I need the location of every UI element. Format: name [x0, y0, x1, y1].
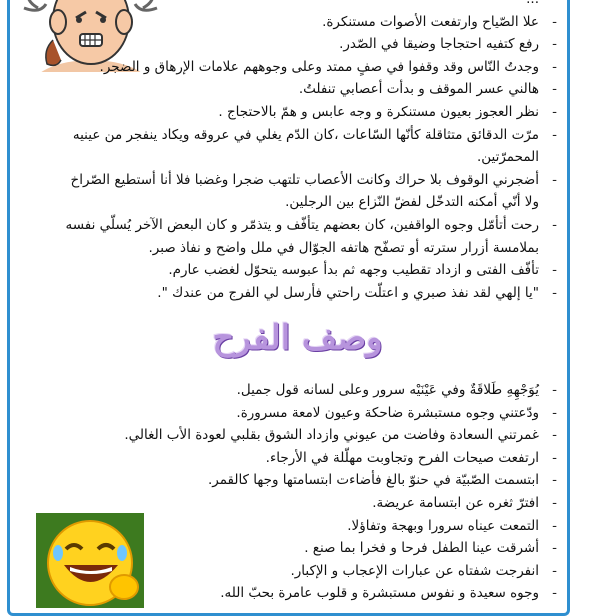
- list-item: - علا الصّياح وارتفعت الأصوات مستنكرة.: [57, 11, 557, 34]
- list-item: - وجدتُ النّاس وقد وقفوا في صفٍ ممتد وعلى وجوههم علامات الإرهاق و الضجر.: [57, 56, 557, 79]
- list-item: - رفع كتفيه احتجاجا وضيقا في الصّدر.: [57, 33, 557, 56]
- list-item: - يُوَجْهِهِ طَلاقَةٌ وفي عَيْنَيْه سرور وعلى لسانه قول جميل.: [117, 379, 557, 402]
- list-item: - أضجرني الوقوف بلا حراك وكانت الأعصاب تلتهب ضجرا وغضبا فلا أنا أستطيع الصّراخ ولا أنّي أمكنه التدخّل لفضّ النّزاع بين الرجلين.: [57, 169, 557, 214]
- list-item: - ابتسمت الصّبيّة في حنوّ بالغ فأضاءت ابتسامتها وجها كالقمر.: [117, 469, 557, 492]
- anger-description-list: [57, 0, 557, 304]
- list-item: - "يا إلهي لقد نفذ صبري و اعتلّت راحتي فأرسل لي الفرج من عندك ".: [57, 282, 557, 305]
- list-item: - تأفّف الفتى و ازداد تقطيب وجهه ثم بدأ عبوسه يتحوّل لغضب عارم.: [57, 259, 557, 282]
- list-item: - نظر العجوز بعيون مستنكرة و وجه عابس و همّ بالاحتجاج .: [57, 101, 557, 124]
- list-item: - التمعت عيناه سرورا وبهجة وتفاؤلا.: [117, 515, 557, 538]
- list-item: - غمرتني السعادة وفاضت من عيوني وازداد الشوق بقلبي لعودة الأب الغالي.: [117, 424, 557, 447]
- list-item: - أشرقت عينا الطفل فرحا و فخرا بما صنع .: [117, 537, 557, 560]
- list-item: - ارتفعت صيحات الفرح وتجاوبت مهلّلة في الأرجاء.: [117, 447, 557, 470]
- list-item: [57, 0, 557, 11]
- joy-description-list: [117, 379, 557, 605]
- list-item: - افترّ ثغره عن ابتسامة عريضة.: [117, 492, 557, 515]
- laughing-face-icon: [36, 513, 144, 608]
- list-item: - ودّعتني وجوه مستبشرة ضاحكة وعيون لامعة مسرورة.: [117, 402, 557, 425]
- list-item: - مرّت الدقائق متثاقلة كأنّها السّاعات ،كان الدّم يغلي في عروقه ويكاد ينفجر من عينيه المحمرّتين.: [57, 124, 557, 169]
- list-item: - رحت أتأمّل وجوه الواقفين، كان بعضهم يتأفّف و يتذمّر و كان البعض الآخر يُسلّي نفسه بملامسة أزرار سترته أو تصفّح هاتفه الجوّال في ملل واضح و نفاذ صبر.: [57, 214, 557, 259]
- section-title: وصف الفرح: [212, 318, 383, 358]
- list-item: - انفرجت شفتاه عن عبارات الإعجاب و الإكبار.: [117, 560, 557, 583]
- list-item: - وجوه سعيدة و نفوس مستبشرة و قلوب عامرة بحبّ الله.: [117, 582, 557, 605]
- list-item: - هالني عسر الموقف و بدأت أعصابي تنفلتُ.: [57, 78, 557, 101]
